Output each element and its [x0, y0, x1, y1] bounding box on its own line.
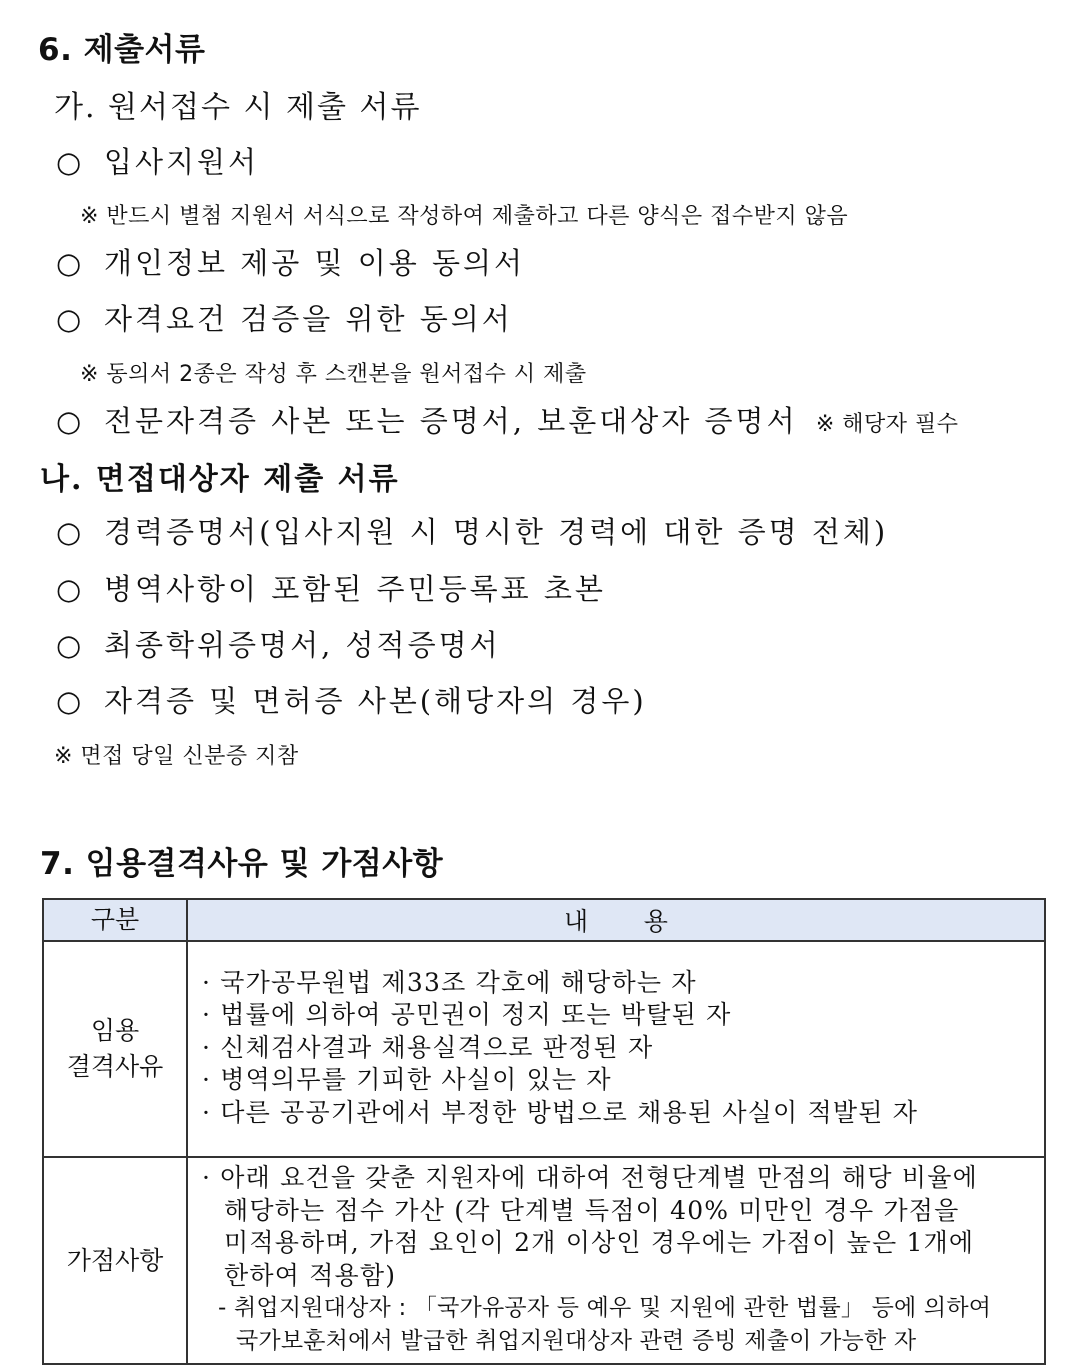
table-header-row — [43, 899, 1045, 941]
list-item: ○ 입사지원서 — [56, 145, 260, 179]
table-row — [43, 1157, 1045, 1364]
list-item: ○ 최종학위증명서, 성적증명서 — [56, 628, 501, 662]
list-item: ○ 자격증 및 면허증 사본(해당자의 경우) — [56, 684, 647, 718]
row-label-disqualification: 임용 결격사유 — [43, 941, 187, 1157]
bullet-icon: ○ — [56, 246, 85, 280]
bullet-icon: ○ — [56, 145, 85, 179]
table-row — [43, 941, 1045, 1157]
header-category: 구분 — [43, 899, 187, 941]
list-item: ○ 병역사항이 포함된 주민등록표 초본 — [56, 572, 606, 606]
row-label-bonus: 가점사항 — [43, 1157, 187, 1364]
bullet-icon: ○ — [56, 628, 85, 662]
row-content-disqualification: · 국가공무원법 제33조 각호에 해당하는 자 · 법률에 의하여 공민권이 정지 또는 박탈된 자 · 신체검사결과 채용실격으로 판정된 자 · 병역의무를 기피한 사실이 있는 자 · 다른 공공기관에서 부정한 방법으로 채용된 사실이 적발된 자 — [187, 941, 1045, 1157]
list-item: ○ 자격요건 검증을 위한 동의서 — [56, 302, 513, 336]
section-6-title: 6. 제출서류 — [38, 32, 206, 68]
list-item: ○ 개인정보 제공 및 이용 동의서 — [56, 246, 526, 280]
subsection-b-title: 나. 면접대상자 제출 서류 — [40, 462, 400, 497]
bullet-icon: ○ — [56, 404, 85, 438]
header-content: 내 용 — [187, 899, 1045, 941]
section-7-title: 7. 임용결격사유 및 가점사항 — [40, 846, 444, 882]
subsection-a-title: 가. 원서접수 시 제출 서류 — [54, 90, 422, 125]
note: ※ 면접 당일 신분증 지참 — [54, 744, 299, 769]
note: ※ 반드시 별첨 지원서 서식으로 작성하여 제출하고 다른 양식은 접수받지 않음 — [80, 204, 849, 229]
list-item: ○ 경력증명서(입사지원 시 명시한 경력에 대한 증명 전체) — [56, 515, 889, 549]
list-item: ○ 전문자격증 사본 또는 증명서, 보훈대상자 증명서 ※ 해당자 필수 — [56, 404, 959, 438]
row-content-bonus: · 아래 요건을 갖춘 지원자에 대하여 전형단계별 만점의 해당 비율에 해당하는 점수 가산 (각 단계별 득점이 40% 미만인 경우 가점을 미적용하며, 가점 요인이 2개 이상인 경우에는 가점이 높은 1개에 한하여 적용함) - 취업지원대상자 : 「국가유공자 등 예우 및 지원에 관한 법률」 등에 의하여 국가보훈처에서 발급한 취업지원대상자 관련 증빙 제출이 가능한 자 — [187, 1157, 1045, 1364]
bullet-icon: ○ — [56, 572, 85, 606]
bullet-icon: ○ — [56, 684, 85, 718]
disqualification-table — [42, 898, 1046, 1365]
bullet-icon: ○ — [56, 302, 85, 336]
note: ※ 동의서 2종은 작성 후 스캔본을 원서접수 시 제출 — [80, 362, 587, 387]
bullet-icon: ○ — [56, 515, 85, 549]
inline-note: ※ 해당자 필수 — [815, 412, 959, 437]
